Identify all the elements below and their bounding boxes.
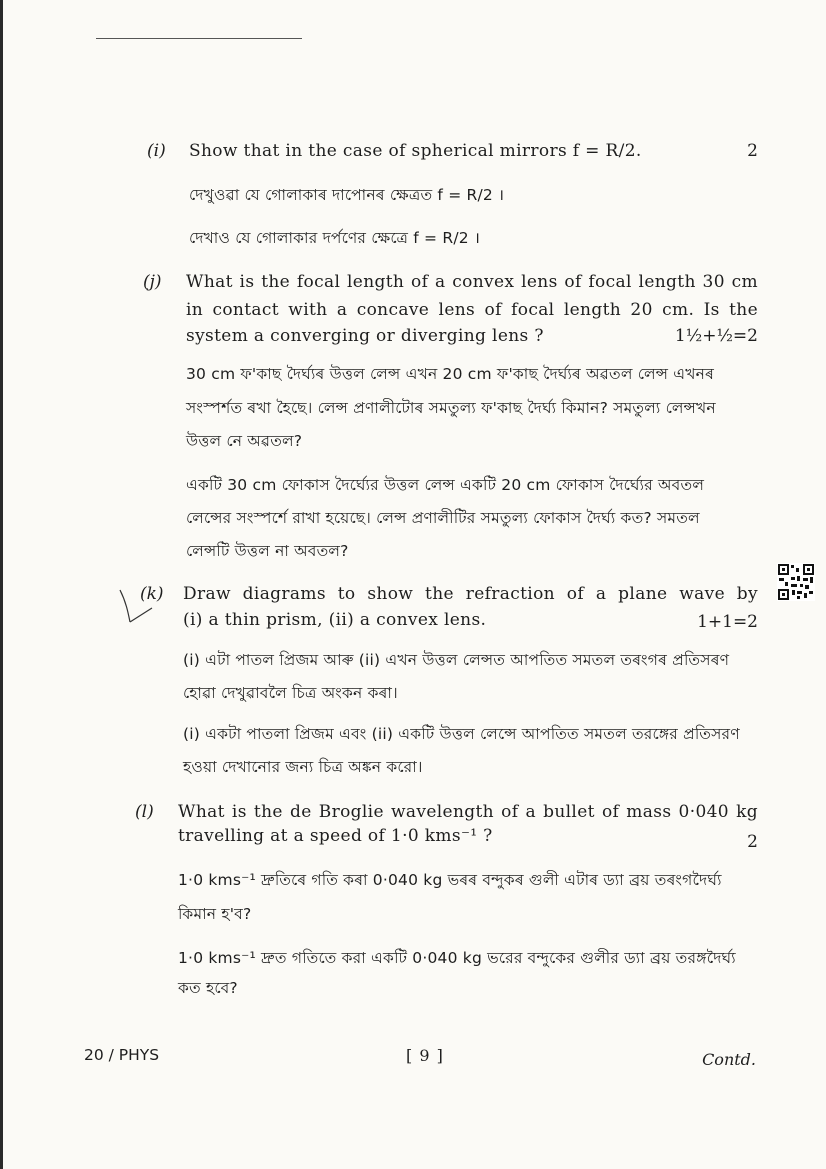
question-bengali-line: (i) একটা পাতলা প্রিজম এবং (ii) একটি উত্তল লেন্সে আপতিত সমতল তরঙ্গের প্রতিসরণ xyxy=(183,725,740,743)
page-number: [ 9 ] xyxy=(406,1046,444,1065)
continued-label: Contd. xyxy=(702,1050,756,1069)
question-assamese-line: কিমান হ'ব? xyxy=(178,905,252,923)
question-english-line: What is the focal length of a convex lens of focal length 30 cm xyxy=(186,272,758,292)
question-english-line: in contact with a concave lens of focal length 20 cm. Is the xyxy=(186,300,758,320)
question-english-line: Show that in the case of spherical mirrors f = R/2. xyxy=(189,141,642,161)
question-english-line: travelling at a speed of 1·0 kms⁻¹ ? xyxy=(178,826,493,846)
question-label: (k) xyxy=(140,584,164,604)
question-assamese-line: 30 cm ফ'কাছ দৈৰ্ঘ্যৰ উত্তল লেন্স এখন 20 cm ফ'কাছ দৈৰ্ঘ্যৰ অৱতল লেন্স এখনৰ xyxy=(186,365,715,383)
question-label: (i) xyxy=(147,141,166,161)
question-assamese-line: (i) এটা পাতল প্ৰিজম আৰু (ii) এখন উত্তল লেন্সত আপতিত সমতল তৰংগৰ প্ৰতিসৰণ xyxy=(183,651,730,669)
question-assamese-line: উত্তল নে অৱতল? xyxy=(186,432,303,450)
question-bengali-line: 1·0 kms⁻¹ দ্রুত গতিতে করা একটি 0·040 kg ভরের বন্দুকের গুলীর ড্যা ব্রয় তরঙ্গদৈর্ঘ্য xyxy=(178,949,736,967)
question-english-line: Draw diagrams to show the refraction of a plane wave by xyxy=(183,584,758,604)
question-bengali-line: দেখাও যে গোলাকার দর্পণের ক্ষেত্রে f = R/2 । xyxy=(189,229,481,247)
paper-code: 20 / PHYS xyxy=(84,1046,160,1064)
question-assamese-line: হোৱা দেখুৱাবলৈ চিত্ৰ অংকন কৰা। xyxy=(183,684,398,702)
question-bengali-line: লেন্সের সংস্পর্শে রাখা হয়েছে। লেন্স প্রণালীটির সমতুল্য ফোকাস দৈর্ঘ্য কত? সমতল xyxy=(186,509,700,527)
question-english-line: system a converging or diverging lens ? xyxy=(186,326,544,346)
handwritten-tick-mark xyxy=(118,588,154,626)
question-marks: 2 xyxy=(747,832,758,852)
qr-code-icon xyxy=(777,563,815,601)
question-marks: 1½+½=2 xyxy=(674,326,758,346)
question-assamese-line: 1·0 kms⁻¹ দ্ৰুতিৰে গতি কৰা 0·040 kg ভৰৰ বন্দুকৰ গুলী এটাৰ ড্যা ব্ৰয় তৰংগদৈৰ্ঘ্য xyxy=(178,871,722,889)
binding-edge xyxy=(0,0,3,1169)
question-bengali-line: কত হবে? xyxy=(178,979,238,997)
question-english-line: What is the de Broglie wavelength of a bullet of mass 0·040 kg xyxy=(178,802,758,822)
question-label: (l) xyxy=(135,802,154,822)
question-bengali-line: হওয়া দেখানোর জন্য চিত্র অঙ্কন করো। xyxy=(183,758,423,776)
question-bengali-line: লেন্সটি উত্তল না অবতল? xyxy=(186,542,349,560)
question-marks: 2 xyxy=(747,141,758,161)
question-english-line: (i) a thin prism, (ii) a convex lens. xyxy=(183,610,487,630)
question-label: (j) xyxy=(143,272,162,292)
question-marks: 1+1=2 xyxy=(697,612,758,632)
question-assamese-line: সংস্পৰ্শত ৰখা হৈছে। লেন্স প্ৰণালীটোৰ সমতুল্য ফ'কাছ দৈৰ্ঘ্য কিমান? সমতুল্য লেন্সখন xyxy=(186,399,716,417)
question-assamese-line: দেখুওৱা যে গোলাকাৰ দাপোনৰ ক্ষেত্ৰত f = R/2 । xyxy=(189,186,505,204)
top-rule xyxy=(96,38,302,39)
question-bengali-line: একটি 30 cm ফোকাস দৈর্ঘ্যের উত্তল লেন্স একটি 20 cm ফোকাস দৈর্ঘ্যের অবতল xyxy=(186,476,705,494)
